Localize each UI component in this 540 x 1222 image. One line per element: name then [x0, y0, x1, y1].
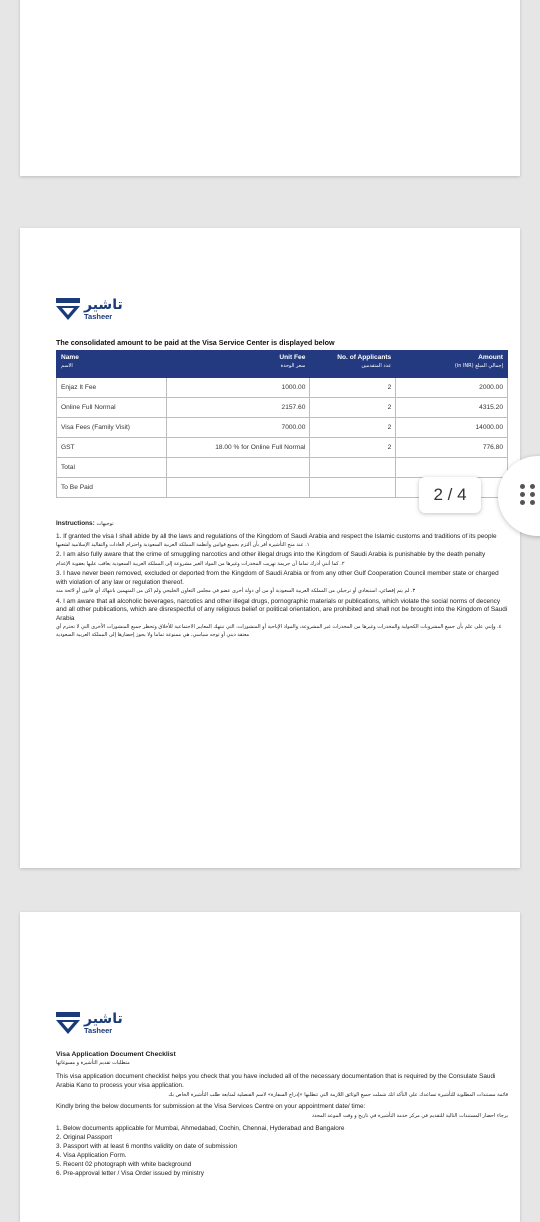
cell-unit-fee [166, 478, 310, 498]
tasheer-logo [56, 1012, 123, 1035]
page-indicator: 2 / 4 [419, 477, 481, 513]
table-row [57, 438, 508, 458]
checklist-item: 4. Visa Application Form. [56, 1151, 127, 1159]
pdf-page-2 [20, 228, 520, 868]
cell-name: To Be Paid [57, 478, 167, 498]
cell-applicants [310, 478, 396, 498]
cell-applicants [310, 458, 396, 478]
checklist-intro-arabic: قائمة مستندات المطلوبة للتأشيرة تساعدك على التأكد انك شملت جميع الوثائق اللازمة التي تتطلبها «إدراج السفارة» لاسم القنصلية لمتابعة طلب التأشيرة الخاص بك [168, 1091, 508, 1098]
instruction-3: 3. I have never been removed, excluded or deported from the Kingdom of Saudi Arabia or from any other Gulf Cooperation Council member state or charged with violation of any law or regulation thereof. [56, 570, 499, 586]
instructions-title: Instructions: [56, 520, 95, 527]
fee-table-header [57, 351, 508, 378]
table-row [57, 418, 508, 438]
logo-arabic-text: تاشير [84, 297, 123, 313]
logo-english-text: Tasheer [84, 1026, 113, 1035]
fee-table-wrap [56, 350, 508, 498]
checklist-kindly: Kindly bring the below documents for submission at the Visa Services Centre on your appointment date/ time: [56, 1103, 366, 1111]
instruction-2-arabic: ٢. كما أنني أدرك تماما أن جريمة تهريب المخدرات وغيرها من المواد الغير مشروعة إلى المملكة العربية السعودية يعاقب عليها بعقوبة الإعدام [56, 560, 345, 567]
consolidated-amount-heading: The consolidated amount to be paid at the Visa Service Center is displayed below [56, 338, 335, 347]
checklist-title: Visa Application Document Checklist [56, 1051, 176, 1058]
pdf-page-3 [20, 912, 520, 1222]
cell-amount: 2000.00 [396, 378, 508, 398]
tasheer-logo-icon [56, 298, 80, 320]
tasheer-logo-icon [56, 1012, 80, 1034]
checklist-item: 1. Below documents applicable for Mumbai, Ahmedabad, Cochin, Chennai, Hyderabad and Bangalore [56, 1124, 345, 1132]
checklist-intro: This visa application document checklist helps you check that you have included all of the necessary documentation that is required by the Consulate Saudi Arabia Kano to process your visa application. [56, 1073, 496, 1089]
column-header-unit-fee: Unit Fee سعر الوحدة [166, 351, 310, 378]
logo-arabic-text: تاشير [84, 1011, 123, 1027]
cell-amount: 776.80 [396, 438, 508, 458]
cell-unit-fee: 1000.00 [166, 378, 310, 398]
cell-applicants: 2 [310, 438, 396, 458]
table-row [57, 398, 508, 418]
drag-handle-dots-icon [520, 484, 536, 505]
instruction-4: 4. I am aware that all alcoholic beverages, narcotics and other illegal drugs, pornographic materials or publications, which violate the social norms of decency and all other publications, which are disrespectful of any religious belief or political orientation, are prohibited and shall not be brought into the Kingdom of Saudi Arabia [56, 597, 508, 622]
cell-unit-fee: 2157.60 [166, 398, 310, 418]
column-header-amount: Amount (in INR) إجمالي المبلغ [396, 351, 508, 378]
cell-name: Enjaz It Fee [57, 378, 167, 398]
cell-unit-fee: 7000.00 [166, 418, 310, 438]
column-header-name: Name الاسم [57, 351, 167, 378]
logo-english-text: Tasheer [84, 312, 113, 321]
tasheer-logo [56, 298, 123, 321]
cell-applicants: 2 [310, 418, 396, 438]
table-row [57, 378, 508, 398]
instruction-3-arabic: ٣. لم يتم إقصائي، استبعادي أو ترحيلي من المملكة العربية السعودية أو من أي دولة أخرى عضو في مجلس التعاون الخليجي ولم اكن من المتهمين بانتهاك أي قانون أو لائحة منه [56, 588, 416, 595]
instruction-1-arabic: ١. عند منح التأشيرة أقر بأن ألتزم بجميع قوانين وأنظمة المملكة العربية السعودية واحترام العادات والتقاليد الإسلامية لشعبها [56, 541, 310, 548]
table-row-total [57, 458, 508, 478]
fee-table [56, 350, 508, 498]
instruction-1: 1. If granted the visa I shall abide by all the laws and regulations of the Kingdom of Saudi Arabia and respect the Islamic customs and traditions of its people [56, 532, 497, 540]
instructions-block [56, 520, 508, 641]
checklist-item: 5. Recent 02 photograph with white background [56, 1160, 192, 1168]
cell-name: Visa Fees (Family Visit) [57, 418, 167, 438]
column-header-applicants: No. of Applicants عدد المتقدمين [310, 351, 396, 378]
checklist-item: 3. Passport with at least 6 months validity on date of submission [56, 1142, 238, 1150]
cell-name: Online Full Normal [57, 398, 167, 418]
instruction-4-arabic: ٤. وإنني على علم بأن جميع المشروبات الكحولية والمخدرات وغيرها من المخدرات غير المشروعة، والمواد الإباحية أو المنشورات، التي تنتهك المعايير الاجتماعية للأخلاق وتحظر جميع المنشورات الأخرى التي لا تحترم أي معتقد ديني أو توجه سياسي، هي ممنوعة تماما ولا يجوز إحضارها إلى المملكة العربية السعودية [56, 624, 502, 638]
checklist-title-arabic: متطلبات تقديم التأشيرة و مسوغاتها [56, 1059, 130, 1066]
checklist-item: 6. Pre-approval letter / Visa Order issued by ministry [56, 1169, 204, 1177]
checklist-kindly-arabic: يرجاء احضار المستندات التالية للتقديم في مركز خدمة التأشيرة في تاريخ و وقت الموعد المحدد [311, 1113, 508, 1120]
cell-name: Total [57, 458, 167, 478]
instruction-2: 2. I am also fully aware that the crime of smuggling narcotics and other illegal drugs into the Kingdom of Saudi Arabia is punishable by the death penalty [56, 551, 486, 559]
cell-unit-fee: 18.00 % for Online Full Normal [166, 438, 310, 458]
cell-amount [396, 458, 508, 478]
cell-amount: 14000.00 [396, 418, 508, 438]
cell-applicants: 2 [310, 398, 396, 418]
cell-amount: 4315.20 [396, 398, 508, 418]
cell-name: GST [57, 438, 167, 458]
pdf-page-1 [20, 0, 520, 176]
instructions-title-arabic: توجيهات [96, 521, 114, 527]
cell-applicants: 2 [310, 378, 396, 398]
checklist-item: 2. Original Passport [56, 1133, 113, 1141]
cell-unit-fee [166, 458, 310, 478]
checklist-block [56, 1050, 508, 1179]
